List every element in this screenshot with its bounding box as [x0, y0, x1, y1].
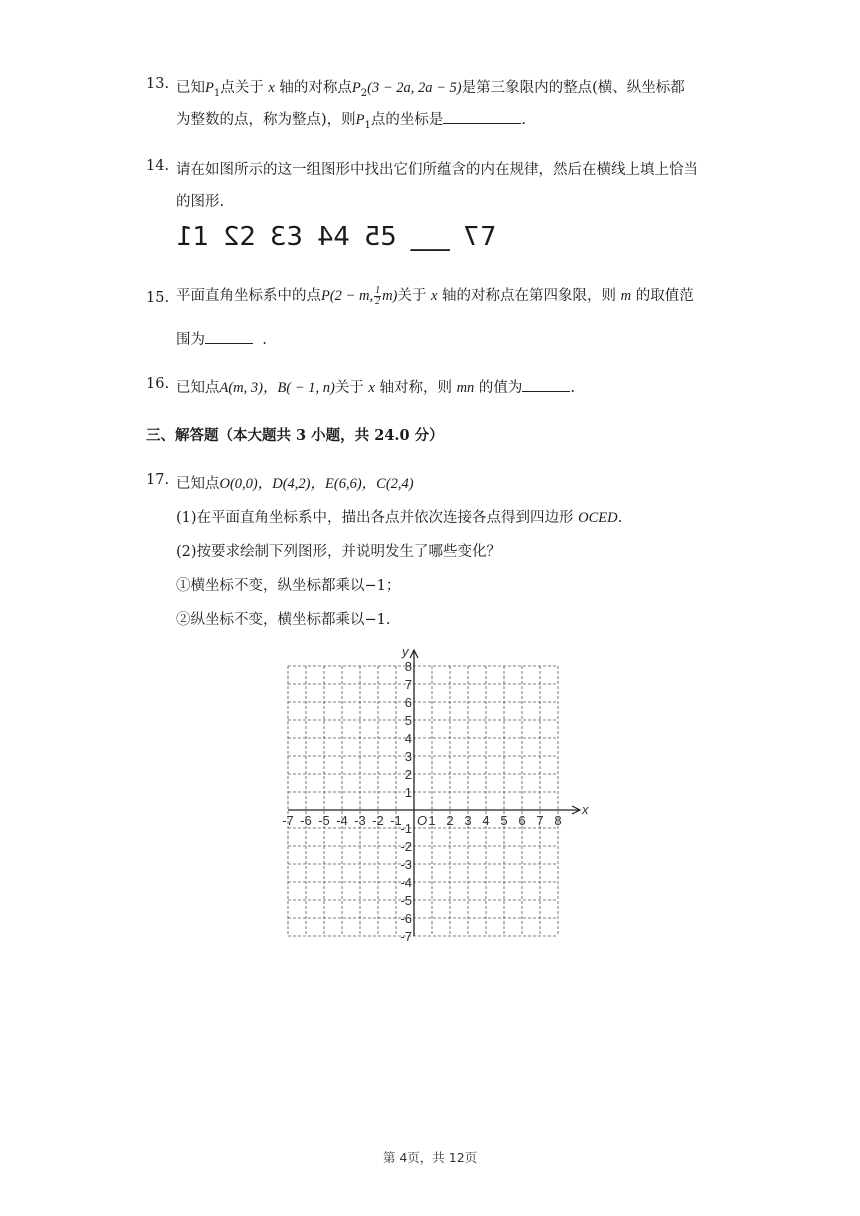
q17-line5: ②纵坐标不变，横坐标都乘以−1. — [176, 612, 391, 628]
q14-number: 14. — [146, 158, 170, 174]
x-tick-label: 3 — [464, 813, 472, 828]
q15-answer-blank[interactable] — [205, 329, 253, 344]
x-tick-label: -2 — [372, 813, 384, 828]
q15-number: 15. — [146, 290, 170, 306]
y-tick-label: 7 — [404, 677, 412, 692]
q16-number: 16. — [146, 376, 170, 392]
glyph-blank[interactable]: ___ — [410, 222, 450, 252]
tick-labels — [282, 644, 589, 944]
y-tick-label: 1 — [404, 785, 412, 800]
x-tick-label: -3 — [354, 813, 366, 828]
q13-line1: 已知$P_1$点关于 x 轴的对称点$P_2(3 - 2a$, 2a − 5)是第三象限内的整点(横、纵坐标都 — [176, 80, 685, 99]
y-tick-label: -3 — [400, 857, 412, 872]
q17-line4: ①横坐标不变，纵坐标都乘以−1； — [176, 578, 401, 594]
glyph-7: 77 — [463, 222, 497, 252]
q16-line: 已知点A(m, 3)，B( − 1, n)关于 x 轴对称，则 mn 的值为 . — [176, 376, 575, 397]
x-tick-label: 8 — [554, 813, 562, 828]
q16-answer-blank[interactable] — [522, 377, 570, 392]
grid-lines — [288, 666, 558, 936]
glyph-2: 22 — [222, 222, 257, 252]
x-tick-label: 4 — [482, 813, 490, 828]
x-tick-label: 1 — [428, 813, 436, 828]
q15-line2: 围为 . — [176, 328, 267, 349]
glyph-5: 55 — [363, 222, 397, 252]
x-tick-label: -6 — [300, 813, 312, 828]
q17-line1: 已知点O(0,0)，D(4,2)，E(6,6)，C(2,4) — [176, 476, 414, 492]
q17-line3: (2)按要求绘制下列图形，并说明发生了哪些变化？ — [176, 544, 502, 560]
q17-line2: (1)在平面直角坐标系中，描出各点并依次连接各点得到四边形 OCED. — [176, 510, 623, 526]
x-tick-label: -1 — [390, 813, 402, 828]
y-tick-label: -1 — [400, 821, 412, 836]
q14-line2: 的图形. — [176, 194, 225, 210]
q14-line1: 请在如图所示的这一组图形中找出它们所蕴含的内在规律，然后在横线上填上恰当 — [176, 162, 698, 178]
y-axis-label: y — [402, 644, 409, 659]
q14-glyph-sequence — [176, 222, 497, 252]
section-heading: 三、解答题（本大题共 3 小题，共 24.0 分） — [146, 427, 444, 444]
x-tick-label: 6 — [518, 813, 526, 828]
y-tick-label: -6 — [400, 911, 412, 926]
page-footer: 第 4页，共 12页 — [382, 1150, 478, 1165]
q13-answer-blank[interactable] — [443, 109, 521, 124]
q13-number: 13. — [146, 76, 170, 92]
x-tick-label: -7 — [282, 813, 294, 828]
origin-label: O — [417, 813, 428, 828]
half-fraction: $\frac{1}{2}$ — [375, 284, 381, 307]
x-axis-label: x — [582, 802, 589, 817]
x-tick-label: 2 — [446, 813, 454, 828]
x-tick-label: -4 — [336, 813, 348, 828]
glyph-1: 11 — [176, 222, 210, 252]
x-tick-label: 7 — [536, 813, 544, 828]
y-tick-label: 8 — [404, 659, 412, 674]
glyph-4: 44 — [316, 222, 350, 252]
y-tick-label: 2 — [404, 767, 412, 782]
axes — [288, 650, 580, 936]
q13-line2: 为整数的点，称为整点)，则$P_1$点的坐标是 . — [176, 108, 526, 131]
y-tick-label: 3 — [404, 749, 412, 764]
y-tick-label: -5 — [400, 893, 412, 908]
glyph-3: 33 — [269, 222, 303, 252]
q15-line1: 平面直角坐标系中的点P(2 − m, $\frac{1}{2}$ m)关于 x 轴的对称点在第四象限，则 m 的取值范 — [176, 284, 694, 307]
y-tick-label: -4 — [400, 875, 412, 890]
x-tick-label: 5 — [500, 813, 508, 828]
y-tick-label: 6 — [404, 695, 412, 710]
y-tick-label: 4 — [404, 731, 412, 746]
y-tick-label: -7 — [400, 929, 412, 944]
q17-number: 17. — [146, 472, 170, 488]
y-tick-label: 5 — [404, 713, 412, 728]
coordinate-grid — [270, 636, 590, 956]
x-tick-label: -5 — [318, 813, 330, 828]
y-tick-label: -2 — [400, 839, 412, 854]
